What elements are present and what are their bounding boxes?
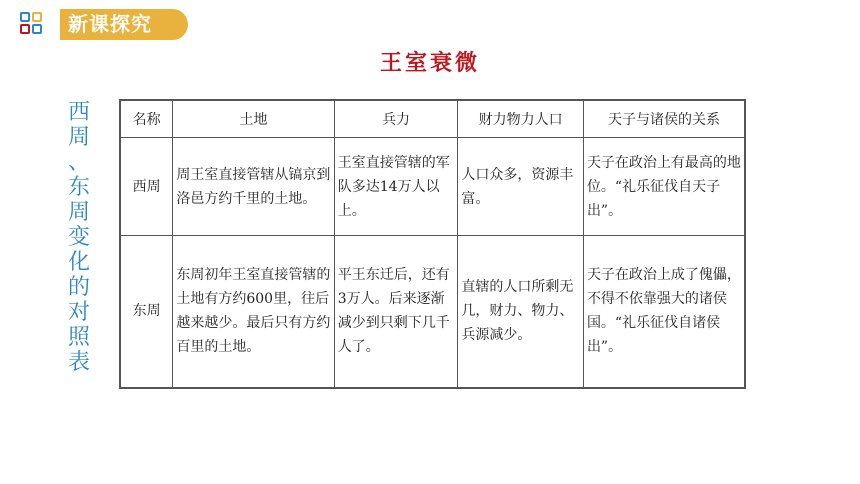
side-label-char: 变 <box>67 225 90 250</box>
wealth-cell: 人口众多，资源丰富。 <box>458 138 584 236</box>
side-label-char: 化 <box>67 250 90 275</box>
column-header: 土地 <box>173 100 334 138</box>
column-header: 兵力 <box>334 100 458 138</box>
side-label-char: 周 <box>67 125 90 150</box>
side-label-char: 西 <box>67 100 90 125</box>
land-cell: 周王室直接管辖从镐京到洛邑方约千里的土地。 <box>173 138 334 236</box>
side-label-char: 表 <box>67 350 90 375</box>
table-row <box>120 138 745 236</box>
comparison-table <box>119 99 746 389</box>
row-name-cell: 西周 <box>120 138 173 236</box>
section-tag: 新课探究 <box>60 9 188 40</box>
table-header-row <box>120 100 745 138</box>
side-label-char: 、 <box>67 150 90 175</box>
grid-logo-icon <box>20 12 54 42</box>
side-label-char: 周 <box>67 200 90 225</box>
land-cell: 东周初年王室直接管辖的土地有方约600里，往后越来越少。最后只有方约百里的土地。 <box>173 236 334 388</box>
column-header: 天子与诸侯的关系 <box>583 100 745 138</box>
side-label-char: 照 <box>67 325 90 350</box>
row-name-cell: 东周 <box>120 236 173 388</box>
side-label-char: 的 <box>67 275 90 300</box>
relation-cell: 天子在政治上有最高的地位。“礼乐征伐自天子出”。 <box>583 138 745 236</box>
side-label-char: 东 <box>67 175 90 200</box>
army-cell: 王室直接管辖的军队多达14万人以上。 <box>334 138 458 236</box>
table-row <box>120 236 745 388</box>
side-label <box>66 100 92 375</box>
army-cell: 平王东迁后，还有3万人。后来逐渐减少到只剩下几千人了。 <box>334 236 458 388</box>
wealth-cell: 直辖的人口所剩无几，财力、物力、兵源减少。 <box>458 236 584 388</box>
side-label-char: 对 <box>67 300 90 325</box>
page-title: 王室衰微 <box>379 50 480 76</box>
relation-cell: 天子在政治上成了傀儡，不得不依靠强大的诸侯国。“礼乐征伐自诸侯出”。 <box>583 236 745 388</box>
column-header: 名称 <box>120 100 173 138</box>
column-header: 财力物力人口 <box>458 100 584 138</box>
